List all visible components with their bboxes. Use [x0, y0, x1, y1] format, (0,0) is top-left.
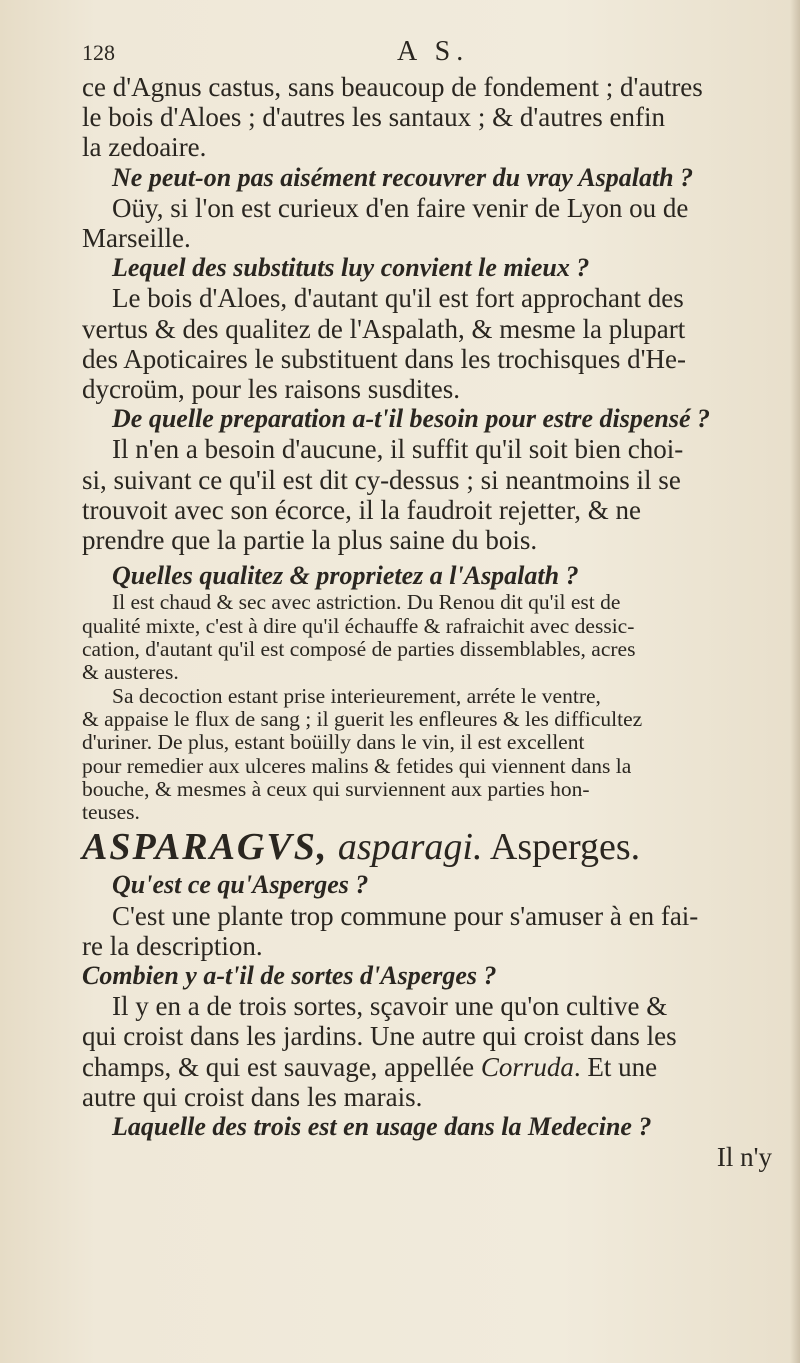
question: Laquelle des trois est en usage dans la Medecine ? [112, 1112, 652, 1142]
body-text [82, 72, 772, 1172]
text-line: trouvoit avec son écorce, il la faudroit rejetter, & ne [82, 494, 641, 525]
text-line: Il y en a de trois sortes, sçavoir une qu'on cultive & [112, 991, 668, 1022]
entry-heading-main: ASPARAGVS, [82, 826, 329, 869]
small-text-line: d'uriner. De plus, estant boüilly dans le vin, il est excellent [82, 730, 585, 755]
text-line: C'est une plante trop commune pour s'amuser à en fai- [112, 900, 699, 931]
text-line: Marseille. [82, 223, 191, 254]
text-line: vertus & des qualitez de l'Aspalath, & mesme la plupart [82, 313, 686, 344]
text-line: re la description. [82, 930, 263, 961]
text-line [82, 1052, 772, 1082]
text-line: si, suivant ce qu'il est dit cy-dessus ; si neantmoins il se [82, 464, 681, 495]
question: Lequel des substituts luy convient le mieux ? [112, 253, 590, 283]
catchword: Il n'y [716, 1142, 772, 1173]
text-line: des Apoticaires le substituent dans les trochisques d'He- [82, 343, 686, 374]
small-text-line: teuses. [82, 800, 140, 825]
question: De quelle preparation a-t'il besoin pour estre dispensé ? [112, 404, 710, 434]
small-text-line: pour remedier aux ulceres malins & fetides qui viennent dans la [82, 753, 632, 778]
text-line: la zedoaire. [82, 132, 207, 163]
italic-term: Corruda [480, 1051, 574, 1082]
question: Combien y a-t'il de sortes d'Asperges ? [82, 961, 497, 991]
small-text-line: bouche, & mesmes à ceux qui surviennent aux parties hon- [82, 776, 590, 801]
entry-heading [82, 824, 772, 870]
question: Quelles qualitez & proprietez a l'Aspalath ? [112, 561, 579, 591]
small-text-line: qualité mixte, c'est à dire qu'il échauffe & rafraichit avec dessic- [82, 613, 635, 638]
text-line: le bois d'Aloes ; d'autres les santaux ; & d'autres enfin [82, 102, 665, 133]
text-line: ce d'Agnus castus, sans beaucoup de fondement ; d'autres [82, 72, 703, 102]
text-line: qui croist dans les jardins. Une autre qui croist dans les [82, 1021, 677, 1052]
text-line: Oüy, si l'on est curieux d'en faire venir de Lyon ou de [112, 192, 689, 223]
small-text-line: Il est chaud & sec avec astriction. Du Renou dit qu'il est de [112, 590, 621, 615]
small-text-line: Sa decoction estant prise interieurement, arréte le ventre, [112, 683, 601, 708]
page-edge-shadow [790, 0, 800, 1363]
question: Ne peut-on pas aisément recouvrer du vray Aspalath ? [112, 162, 694, 192]
text-span: champs, & qui est sauvage, appellée [82, 1051, 481, 1082]
text-line: prendre que la partie la plus saine du bois. [82, 525, 538, 556]
text-line: dycroüm, pour les raisons susdites. [82, 374, 460, 405]
page-number: 128 [82, 40, 115, 65]
small-text-line: & appaise le flux de sang ; il guerit les enfleures & les difficultez [82, 706, 643, 731]
running-head: A S. [397, 36, 470, 67]
text-line: Le bois d'Aloes, d'autant qu'il est fort approchant des [112, 283, 684, 314]
small-text-line: & austeres. [82, 660, 179, 685]
small-text-line: cation, d'autant qu'il est composé de parties dissemblables, acres [82, 637, 636, 662]
text-line: autre qui croist dans les marais. [82, 1081, 423, 1112]
entry-heading-french: Asperges. [489, 826, 641, 869]
text-line: Il n'en a besoin d'aucune, il suffit qu'il soit bien choi- [112, 434, 684, 465]
question: Qu'est ce qu'Asperges ? [112, 870, 369, 900]
text-span: . Et une [573, 1051, 658, 1082]
entry-heading-latin: asparagi. [337, 826, 483, 869]
